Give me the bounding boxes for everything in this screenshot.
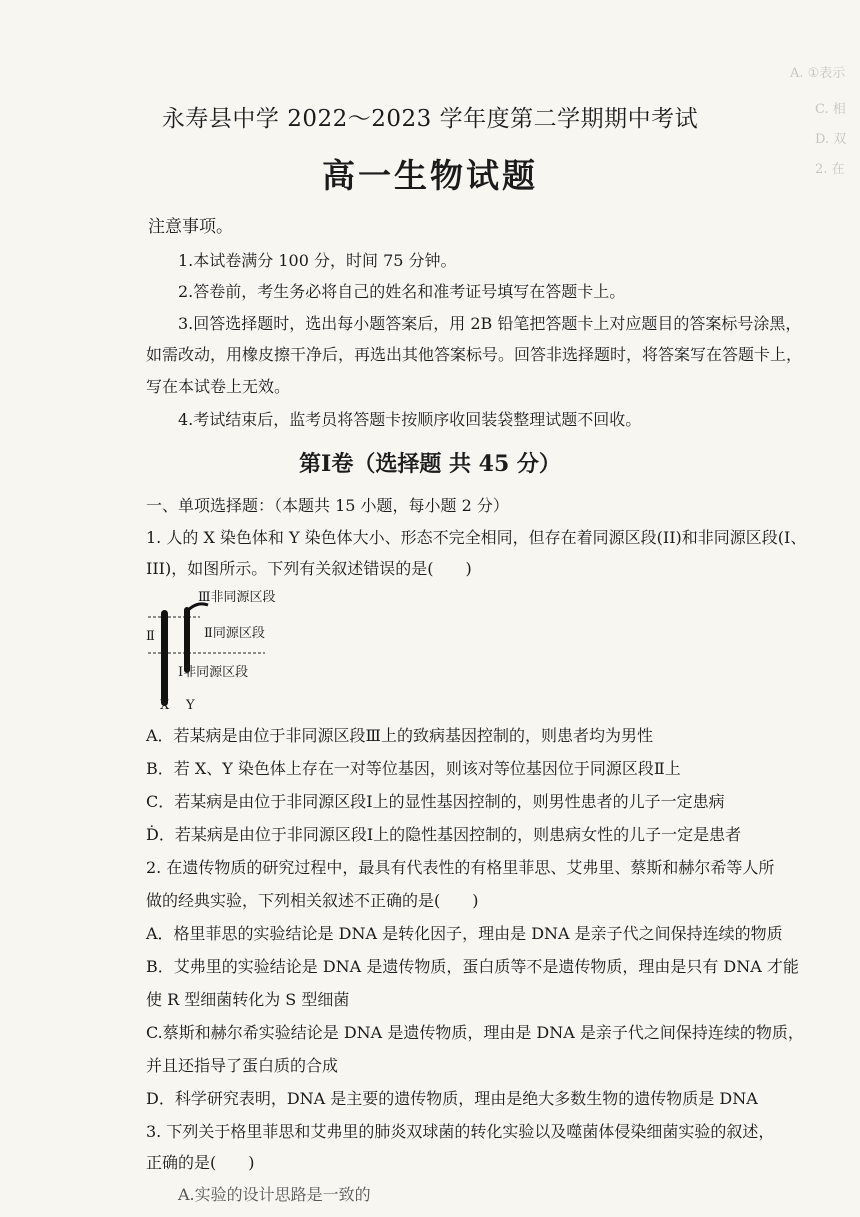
label-nonhomologous-i: Ⅰ非同源区段 <box>178 665 249 680</box>
bleed-through-text: C. 相 <box>815 102 846 117</box>
q2-option-d: D．科学研究表明，DNA 是主要的遗传物质，理由是绝大多数生物的遗传物质是 DNA <box>146 1089 758 1108</box>
section-instruction: 一、单项选择题：（本题共 15 小题，每小题 2 分） <box>146 496 509 515</box>
q3-stem: 3. 下列关于格里菲思和艾弗里的肺炎双球菌的转化实验以及噬菌体侵染细菌实验的叙述， <box>146 1122 775 1141</box>
bleed-through-text: 2. 在 <box>815 162 845 177</box>
q1-stem: 1. 人的 X 染色体和 Y 染色体大小、形态不完全相同，但存在着同源区段(II)和非同源区段(I、 <box>146 528 807 547</box>
q2-option-c-cont: 并且还指导了蛋白质的合成 <box>146 1056 339 1075</box>
notes-heading: 注意事项。 <box>148 217 233 237</box>
x-chromosome <box>161 610 168 706</box>
bleed-through-text: D. 双 <box>815 132 847 147</box>
q2-option-b-cont: 使 R 型细菌转化为 S 型细菌 <box>146 990 350 1009</box>
label-nonhomologous-iii: Ⅲ非同源区段 <box>198 590 276 605</box>
subject-title: 高一生物试题 <box>322 156 538 195</box>
q1-option-a: A．若某病是由位于非同源区段Ⅲ上的致病基因控制的，则患者均为男性 <box>146 726 653 745</box>
q1-option-d: Ḋ．若某病是由位于非同源区段Ⅰ上的隐性基因控制的，则患病女性的儿子一定是患者 <box>146 825 742 844</box>
q2-stem: 2. 在遗传物质的研究过程中，最具有代表性的有格里菲思、艾弗里、蔡斯和赫尔希等人所 <box>146 858 775 877</box>
bleed-through-text: A. ①表示 <box>790 66 846 81</box>
note-line: 如需改动，用橡皮擦干净后，再选出其他答案标号。回答非选择题时，将答案写在答题卡上， <box>146 345 803 364</box>
q2-option-a: A．格里菲思的实验结论是 DNA 是转化因子，理由是 DNA 是亲子代之间保持连续的物质 <box>146 924 783 943</box>
label-homologous-ii: Ⅱ同源区段 <box>204 626 265 641</box>
label-ii-left: Ⅱ <box>146 629 155 644</box>
note-line: 4.考试结束后，监考员将答题卡按顺序收回装袋整理试题不回收。 <box>178 410 642 429</box>
q3-stem: 正确的是( ) <box>146 1153 255 1172</box>
q1-option-b: B．若 X、Y 染色体上存在一对等位基因，则该对等位基因位于同源区段Ⅱ上 <box>146 759 681 778</box>
note-line: 2.答卷前，考生务必将自己的姓名和准考证号填写在答题卡上。 <box>178 282 626 301</box>
q3-cutoff-line: A.实验的设计思路是一致的 <box>178 1185 371 1204</box>
section-title: 第Ⅰ卷（选择题 共 45 分） <box>299 451 561 477</box>
q2-option-b: B．艾弗里的实验结论是 DNA 是遗传物质，蛋白质等不是遗传物质，理由是只有 DNA 才能 <box>146 957 799 976</box>
q2-option-c: C.蔡斯和赫尔希实验结论是 DNA 是遗传物质，理由是 DNA 是亲子代之间保持连续的物质， <box>146 1023 804 1042</box>
label-y: Y <box>186 698 195 713</box>
note-line: 写在本试卷上无效。 <box>146 377 291 396</box>
xy-chromosome-diagram <box>140 585 300 715</box>
q1-option-c: C．若某病是由位于非同源区段Ⅰ上的显性基因控制的，则男性患者的儿子一定患病 <box>146 792 725 811</box>
label-x: X <box>160 698 170 713</box>
q2-stem: 做的经典实验，下列相关叙述不正确的是( ) <box>146 891 479 910</box>
q1-stem: III)，如图所示。下列有关叙述错误的是( ) <box>146 559 472 578</box>
note-line: 3.回答选择题时，选出每小题答案后，用 2B 铅笔把答题卡上对应题目的答案标号涂黑， <box>178 314 802 333</box>
note-line: 1.本试卷满分 100 分，时间 75 分钟。 <box>178 251 457 270</box>
y-chromosome <box>184 607 190 673</box>
exam-title: 永寿县中学 2022～2023 学年度第二学期期中考试 <box>161 106 699 132</box>
